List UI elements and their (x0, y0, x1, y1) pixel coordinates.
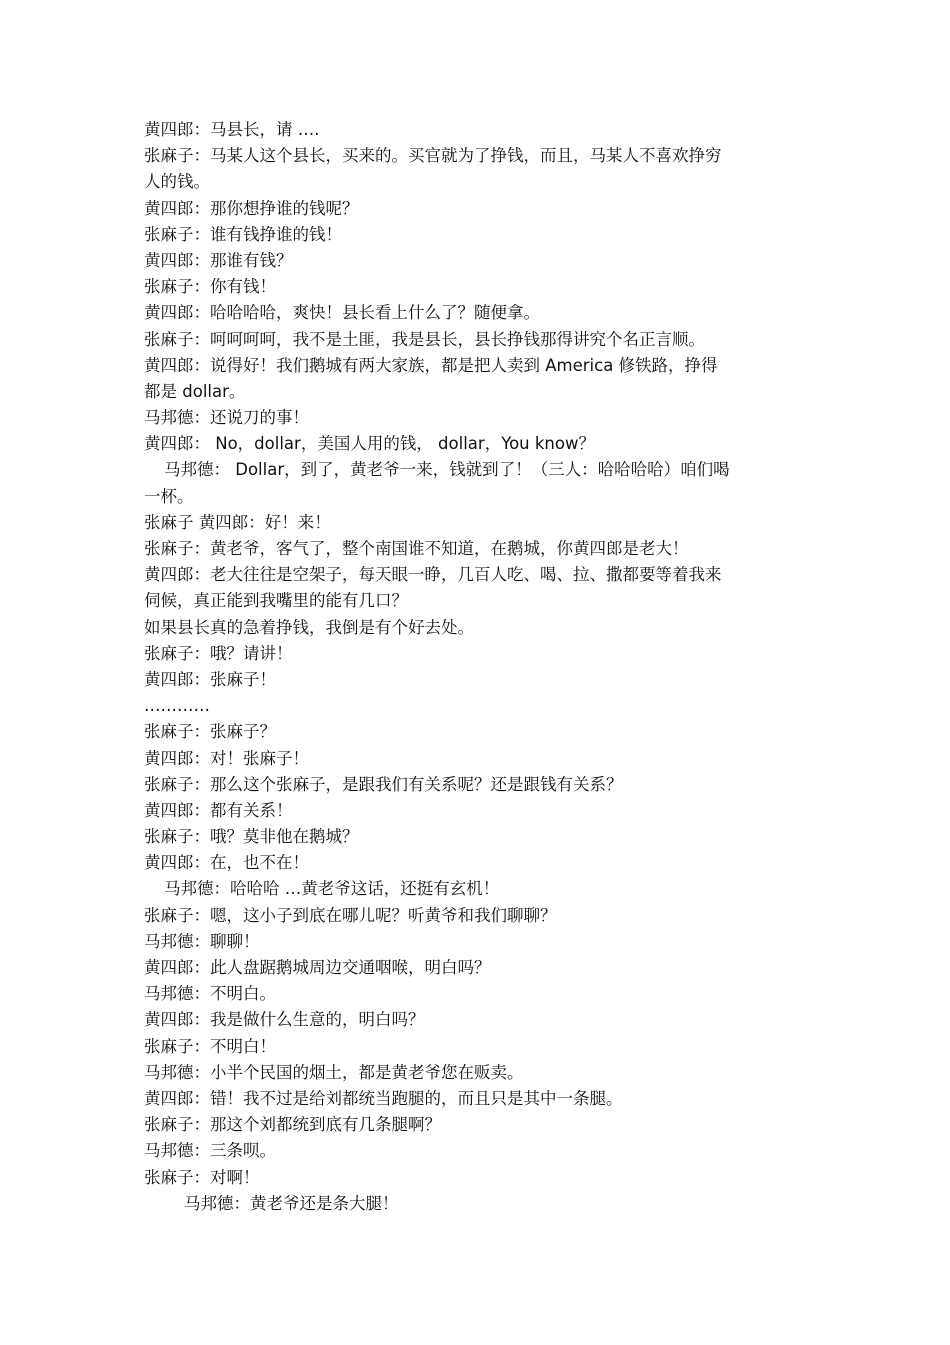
dialogue-line: 黄四郎：那谁有钱？ (144, 250, 293, 270)
dialogue-line: 张麻子：对啊！ (144, 1167, 260, 1187)
dialogue-line: 黄四郎：说得好！我们鹅城有两大家族，都是把人卖到 America 修铁路，挣得 (144, 355, 718, 375)
dialogue-line: 黄四郎：此人盘踞鹅城周边交通咽喉，明白吗？ (144, 958, 491, 977)
dialogue-line: 黄四郎：马县长，请 …. (144, 120, 320, 139)
dialogue-line: 张麻子：那这个刘都统到底有几条腿啊？ (144, 1115, 441, 1135)
dialogue-line: 都是 dollar。 (144, 381, 246, 401)
dialogue-line: 一杯。 (144, 486, 194, 506)
dialogue-line: 张麻子：哦？请讲！ (144, 643, 293, 663)
dialogue-line: 伺候，真正能到我嘴里的能有几口？ (144, 591, 408, 611)
dialogue-line: 如果县长真的急着挣钱，我倒是有个好去处。 (144, 617, 474, 637)
dialogue-line: 黄四郎：我是做什么生意的，明白吗？ (144, 1010, 425, 1030)
dialogue-line: 张麻子：马某人这个县长，买来的。买官就为了挣钱，而且，马某人不喜欢挣穷 (144, 146, 722, 166)
dialogue-line: 黄四郎：老大往往是空架子，每天眼一睁，几百人吃、喝、拉、撒都要等着我来 (144, 565, 722, 585)
dialogue-line: 马邦德：哈哈哈 …黄老爷这话，还挺有玄机！ (164, 879, 500, 899)
dialogue-line: 张麻子 黄四郎：好！来！ (144, 512, 331, 532)
dialogue-line: 黄四郎：张麻子！ (144, 669, 276, 689)
dialogue-line: 黄四郎：错！我不过是给刘都统当跑腿的，而且只是其中一条腿。 (144, 1088, 623, 1108)
dialogue-line: 马邦德：黄老爷还是条大腿！ (184, 1193, 399, 1213)
dialogue-line: 张麻子：那么这个张麻子，是跟我们有关系呢？还是跟钱有关系？ (144, 774, 623, 794)
dialogue-line: 马邦德：不明白。 (144, 984, 276, 1004)
dialogue-line: 黄四郎：对！张麻子！ (144, 748, 309, 768)
dialogue-line: 黄四郎：在，也不在！ (144, 853, 309, 873)
dialogue-line: 人的钱。 (144, 172, 210, 192)
dialogue-line: 张麻子：嗯，这小子到底在哪儿呢？听黄爷和我们聊聊？ (144, 905, 557, 925)
dialogue-line: 马邦德：还说刀的事！ (144, 408, 309, 428)
dialogue-line: 张麻子：黄老爷，客气了，整个南国谁不知道，在鹅城，你黄四郎是老大！ (144, 539, 689, 558)
dialogue-line: 张麻子：不明白！ (144, 1036, 276, 1056)
dialogue-line: ………… (144, 696, 210, 716)
dialogue-line: 马邦德：小半个民国的烟土，都是黄老爷您在贩卖。 (144, 1062, 524, 1082)
dialogue-line: 张麻子：哦？莫非他在鹅城？ (144, 827, 359, 847)
dialogue-line: 张麻子：呵呵呵呵，我不是土匪，我是县长，县长挣钱那得讲究个名正言顺。 (144, 329, 705, 349)
dialogue-line: 黄四郎： No，dollar，美国人用的钱， dollar，You know？ (144, 434, 595, 454)
dialogue-line: 张麻子：谁有钱挣谁的钱！ (144, 224, 342, 244)
dialogue-line: 张麻子：你有钱！ (144, 277, 276, 297)
dialogue-line: 黄四郎：那你想挣谁的钱呢？ (144, 198, 359, 218)
dialogue-line: 马邦德： Dollar，到了，黄老爷一来，钱就到了！（三人：哈哈哈哈）咱们喝 (164, 460, 730, 480)
dialogue-line: 马邦德：聊聊！ (144, 931, 260, 951)
script-dialogue-text (144, 117, 804, 1217)
dialogue-line: 黄四郎：哈哈哈哈，爽快！县长看上什么了？随便拿。 (144, 303, 540, 323)
dialogue-line: 黄四郎：都有关系！ (144, 800, 293, 820)
dialogue-line: 张麻子：张麻子？ (144, 722, 276, 742)
dialogue-line: 马邦德：三条呗。 (144, 1141, 276, 1161)
